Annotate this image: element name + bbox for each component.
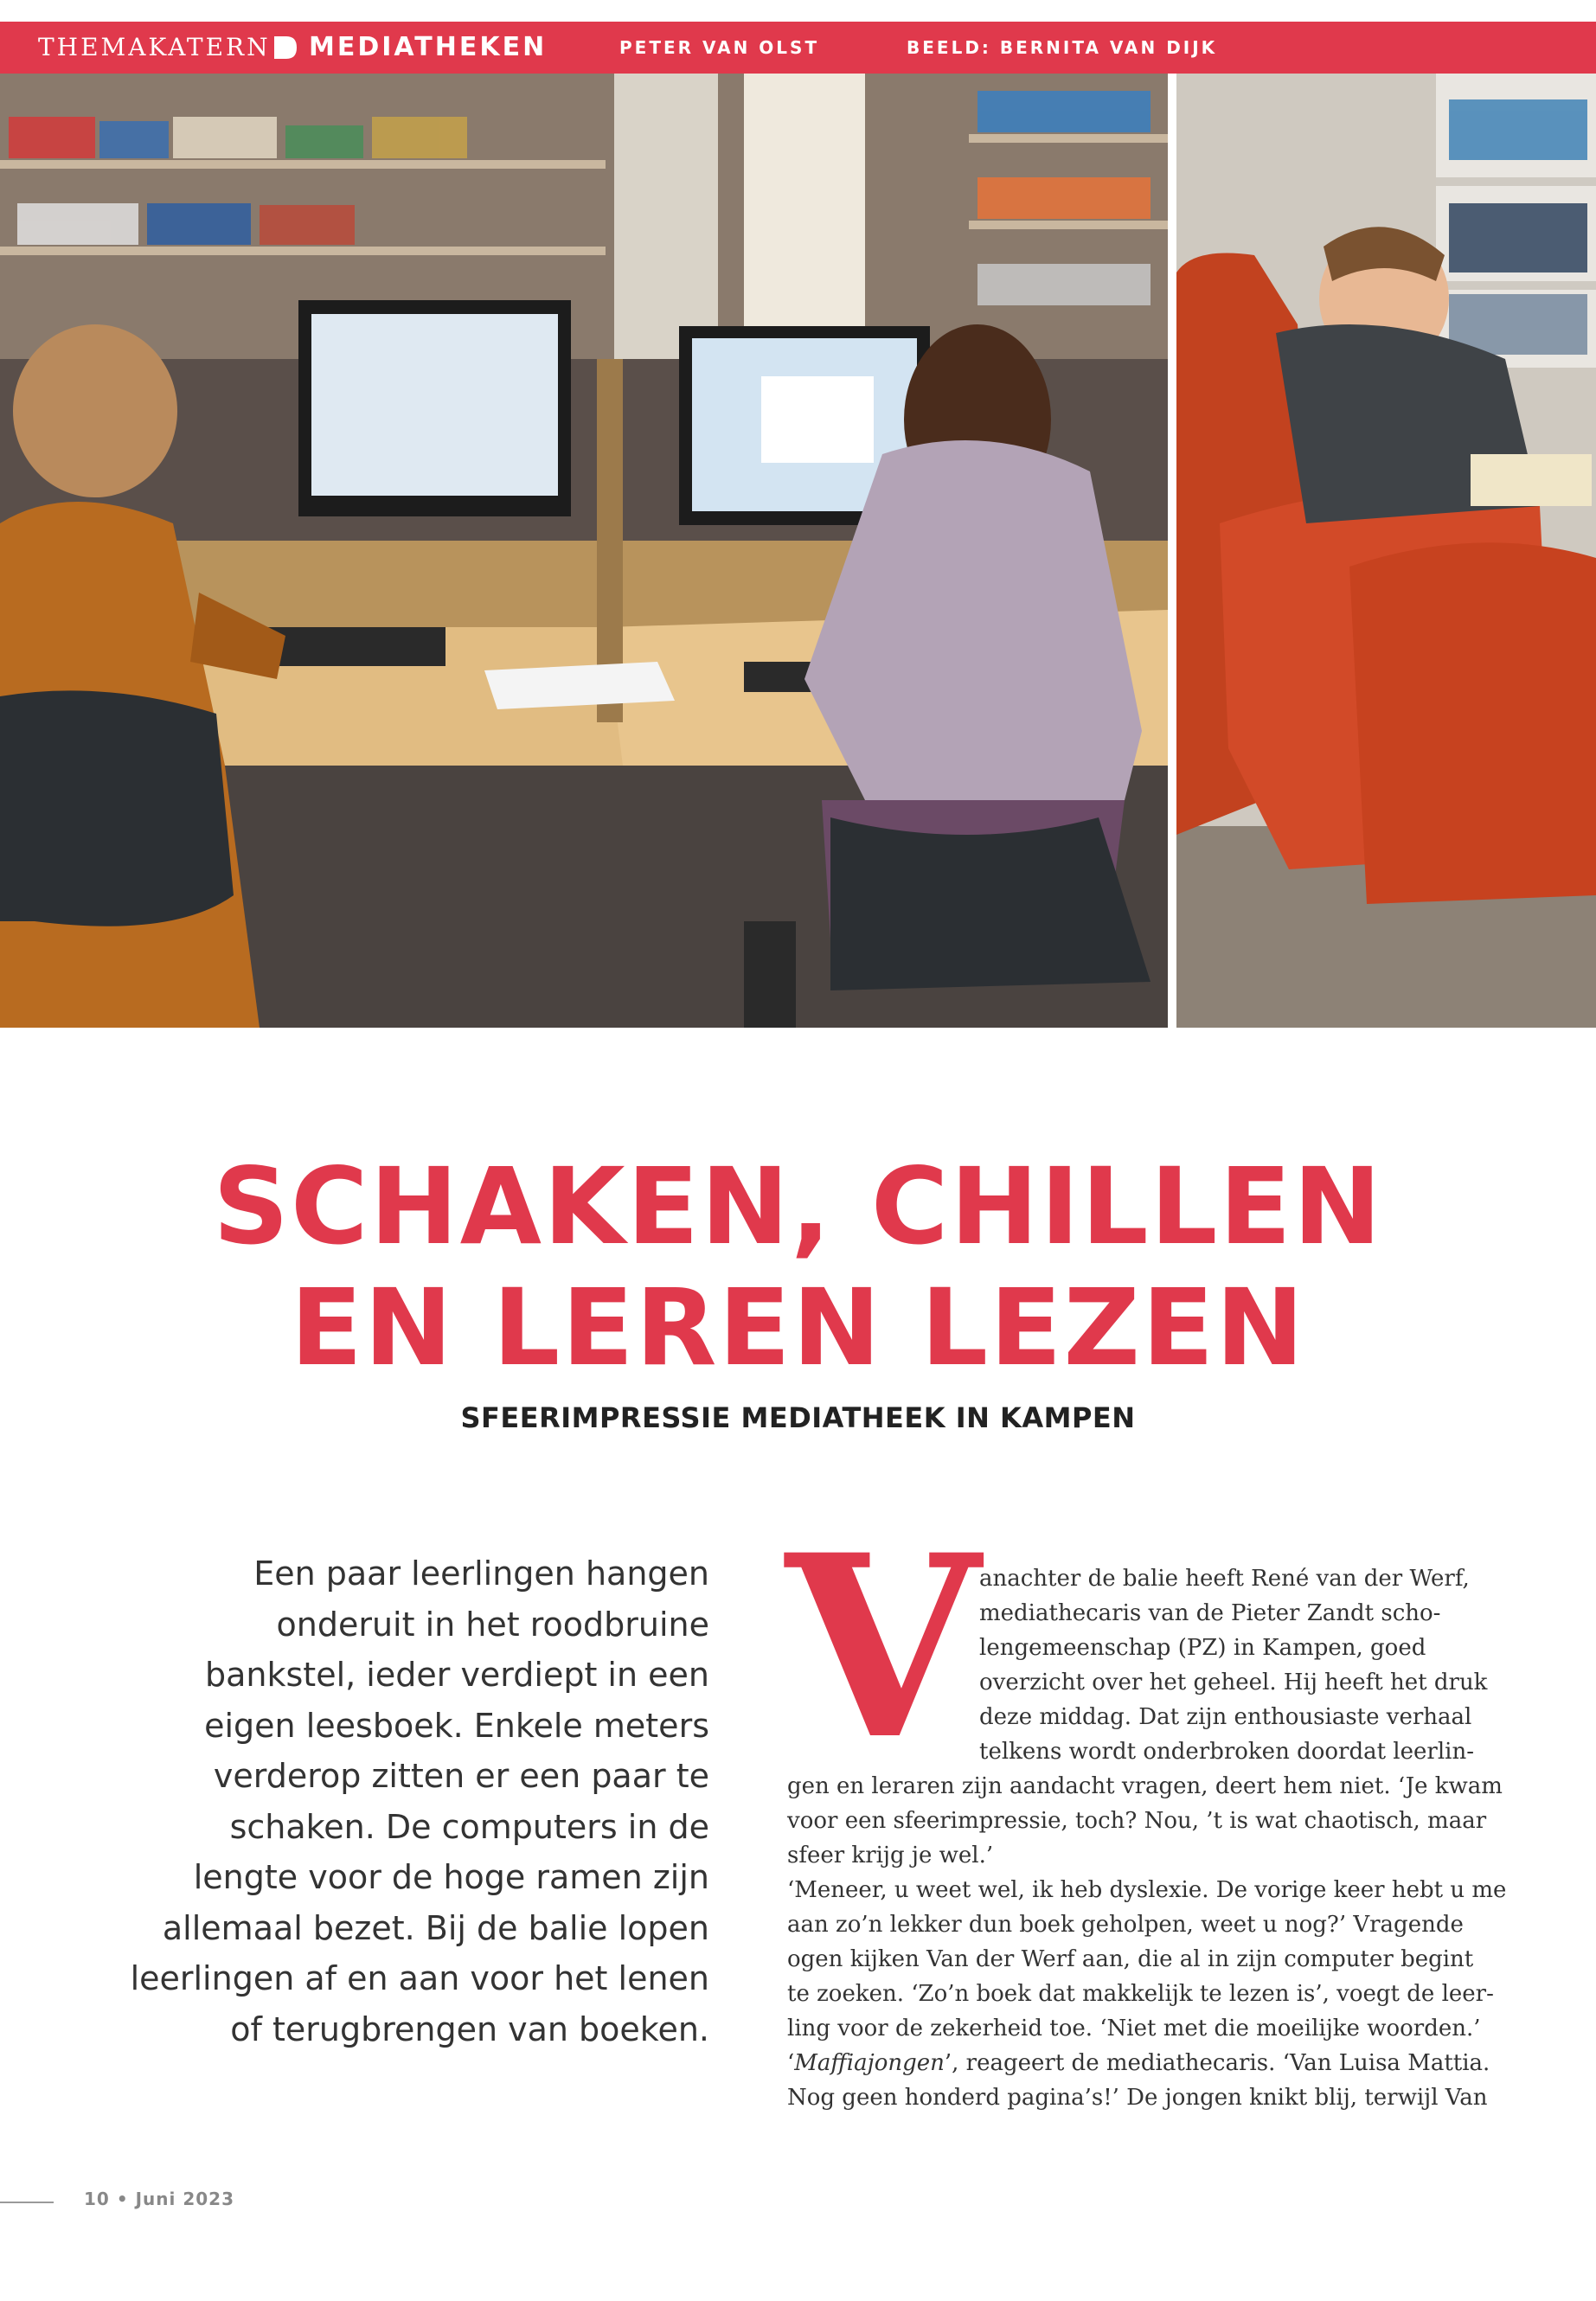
headline-line: SCHAKEN, CHILLEN — [213, 1145, 1383, 1268]
body-line: voor een sfeerimpressie, toch? Nou, ’t is wat chaotisch, maar — [787, 1808, 1487, 1834]
intro-line: of terugbrengen van boeken. — [230, 2009, 709, 2048]
body-line: lengemeenschap (PZ) in Kampen, goed — [979, 1635, 1426, 1661]
intro-line: lengte voor de hoge ramen zijn — [193, 1858, 709, 1896]
section-topic: MEDIATHEKEN — [309, 32, 548, 62]
photo-credit: BEELD: BERNITA VAN DIJK — [907, 37, 1218, 58]
body-line: ling voor de zekerheid toe. ‘Niet met die moeilijke woorden.’ — [787, 2016, 1481, 2041]
folio-separator: • — [116, 2189, 129, 2209]
body-line: overzicht over het geheel. Hij heeft het druk — [979, 1670, 1488, 1695]
intro-line: allemaal bezet. Bij de balie lopen — [162, 1908, 709, 1947]
body-line: Nog geen honderd pagina’s!’ De jongen knikt blij, terwijl Van — [787, 2085, 1488, 2111]
intro-line: Een paar leerlingen hangen — [253, 1554, 709, 1593]
intro-paragraph — [112, 1548, 709, 2054]
arrow-right-icon — [271, 22, 300, 74]
headline-line: EN LEREN LEZEN — [290, 1266, 1306, 1389]
issue-date: Juni 2023 — [135, 2189, 234, 2209]
article-body — [787, 1561, 1507, 2115]
article-subheadline: SFEERIMPRESSIE MEDIATHEEK IN KAMPEN — [460, 1401, 1136, 1434]
drop-cap: V — [785, 1501, 981, 1795]
page-number: 10 — [84, 2189, 110, 2209]
body-line: ‘Maffiajongen’, reageert de mediathecaris. ‘Van Luisa Mattia. — [787, 2050, 1490, 2076]
book-title: Maffiajongen — [794, 2050, 945, 2076]
intro-line: bankstel, ieder verdiept in een — [205, 1656, 709, 1694]
page-folio — [84, 2189, 234, 2209]
main-photo — [0, 74, 1168, 1028]
section-header-bar — [0, 22, 1596, 74]
intro-line: eigen leesboek. Enkele meters — [204, 1706, 709, 1745]
footer-rule — [0, 2202, 54, 2203]
body-line: te zoeken. ‘Zo’n boek dat makkelijk te lezen is’, voegt de leer- — [787, 1981, 1494, 2007]
body-line: mediathecaris van de Pieter Zandt scho- — [979, 1600, 1441, 1626]
body-line: telkens wordt onderbroken doordat leerlin- — [979, 1739, 1474, 1765]
body-line: ogen kijken Van der Werf aan, die al in zijn computer begint — [787, 1946, 1474, 1972]
intro-line: schaken. De computers in de — [229, 1807, 709, 1846]
body-line: sfeer krijg je wel.’ — [787, 1843, 994, 1868]
author-credit: PETER VAN OLST — [619, 37, 820, 58]
side-photo — [1176, 74, 1596, 1028]
article-headline — [0, 1146, 1596, 1388]
intro-line: verderop zitten er een paar te — [213, 1757, 709, 1795]
body-line: aan zo’n lekker dun boek geholpen, weet u nog?’ Vragende — [787, 1912, 1464, 1938]
body-line: gen en leraren zijn aandacht vragen, deert hem niet. ‘Je kwam — [787, 1773, 1503, 1799]
body-line: anachter de balie heeft René van der Werf, — [979, 1566, 1470, 1592]
body-line: deze middag. Dat zijn enthousiaste verhaal — [979, 1704, 1472, 1730]
section-name: THEMAKATERN — [38, 33, 271, 61]
intro-line: onderuit in het roodbruine — [276, 1605, 709, 1644]
intro-line: leerlingen af en aan voor het lenen — [130, 1959, 709, 1997]
body-line: ‘Meneer, u weet wel, ik heb dyslexie. De vorige keer hebt u me — [787, 1877, 1507, 1903]
